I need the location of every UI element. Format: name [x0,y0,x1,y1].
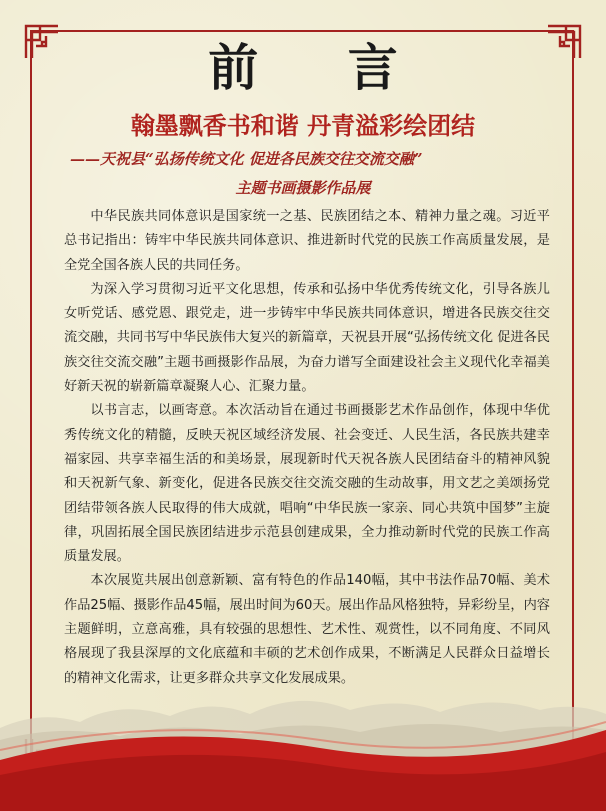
paragraph: 为深入学习贯彻习近平文化思想，传承和弘扬中华优秀传统文化，引导各族儿女听党话、感党恩、跟党走，进一步铸牢中华民族共同体意识，增进各民族交往交流交融，共同书写中华民族伟大复兴的新篇章，天祝县开展“弘扬传统文化 促进各民族交往交流交融”主题书画摄影作品展，为奋力谱写全面建设社会主义现代化幸福美好新天祝的崭新篇章凝聚人心、汇聚力量。 [64,281,550,395]
subtitle-line-1: ——天祝县“弘扬传统文化 促进各民族交往交流交融” [70,150,423,168]
subtitle-line-2: 主题书画摄影作品展 [235,179,371,197]
paragraph: 中华民族共同体意识是国家统一之基、民族团结之本、精神力量之魂。习近平总书记指出：铸牢中华民族共同体意识、推进新时代党的民族工作高质量发展，是全党全国各族人民的共同任务。 [64,209,550,273]
preface-body [64,205,550,691]
headline: 翰墨飘香书和谐 丹青溢彩绘团结 [130,112,476,140]
paragraph: 以书言志，以画寄意。本次活动旨在通过书画摄影艺术作品创作，体现中华优秀传统文化的精髓，反映天祝区域经济发展、社会变迁、人民生活，各民族共建幸福家园、共享幸福生活的和美场景，展现新时代天祝各族人民团结奋斗的精神风貌和天祝新气象、新变化，促进各民族交往交流交融的生动故事，用文艺之美颂扬党团结带领各族人民取得的伟大成就，唱响“中华民族一家亲、同心共筑中国梦”主旋律，巩固拓展全国民族团结进步示范县创建成果，全力推动新时代党的民族工作高质量发展。 [64,403,550,565]
page-title: 前 言 [208,38,434,97]
red-ribbon-decoration [0,700,606,811]
paragraph: 本次展览共展出创意新颖、富有特色的作品140幅，其中书法作品70幅、美术作品25幅、摄影作品45幅，展出时间为60天。展出作品风格独特，异彩纷呈，内容主题鲜明，立意高雅，具有较强的思想性、艺术性、观赏性，以不同角度、不同风格展现了我县深厚的文化底蕴和丰硕的艺术创作成果，不断满足人民群众日益增长的精神文化需求，让更多群众共享文化发展成果。 [64,573,550,686]
